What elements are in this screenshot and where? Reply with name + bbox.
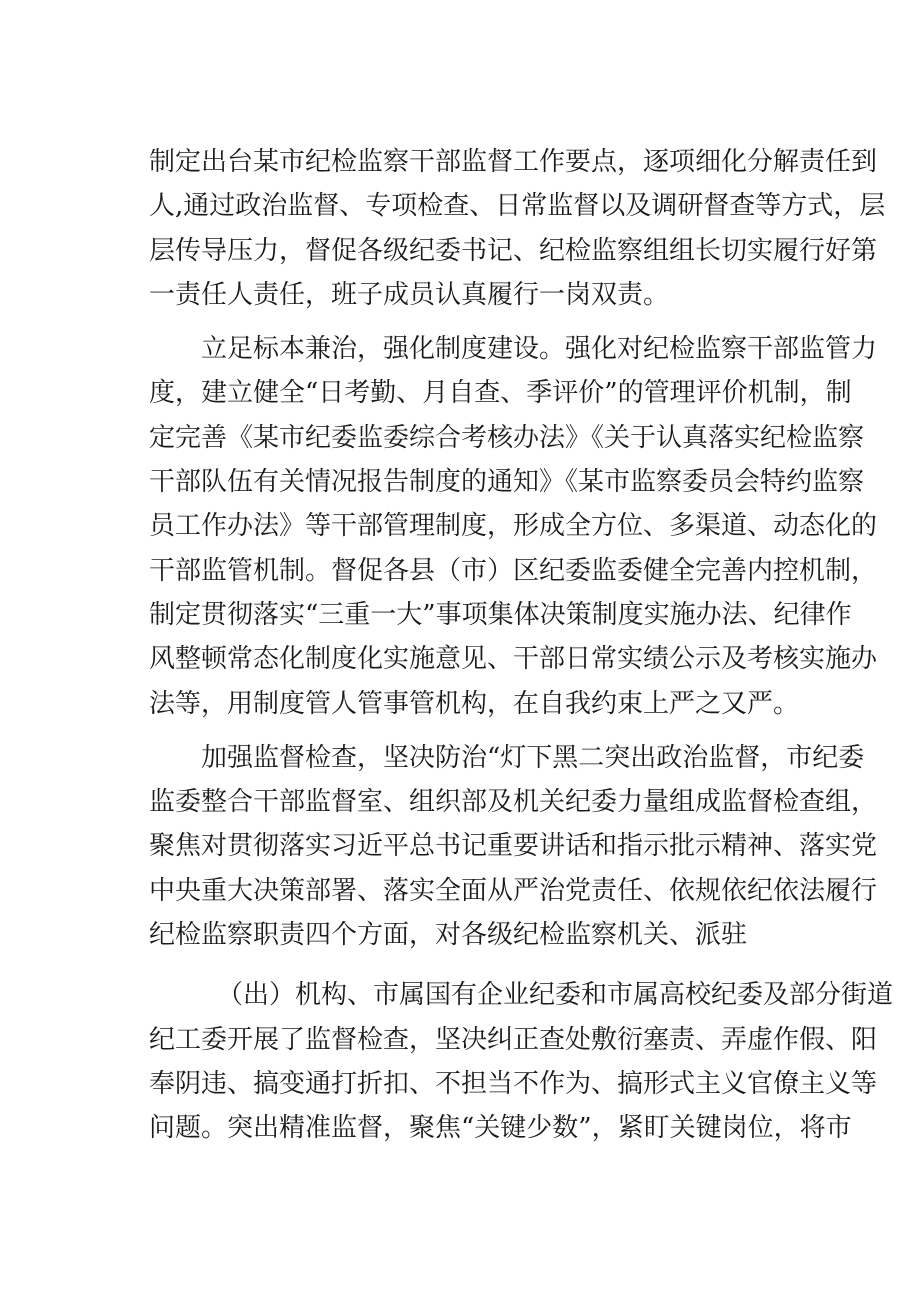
text-line: 监委整合干部监督室、组织部及机关纪委力量组成监督检查组，	[149, 787, 878, 818]
paragraph-supervision-inspection	[149, 736, 878, 957]
text-line: 定完善《某市纪委监委综合考核办法》《关于认真落实纪检监察	[149, 422, 865, 453]
text-line: 制定贯彻落实“三重一大”事项集体决策制度实施办法、纪律作	[149, 599, 852, 630]
text-line: 员工作办法》等干部管理制度，形成全方位、多渠道、动态化的	[149, 511, 878, 542]
text-line: 干部队伍有关情况报告制度的通知》《某市监察委员会特约监察	[149, 467, 865, 498]
text-line: 中央重大决策部署、落实全面从严治党责任、依规依纪依法履行	[149, 875, 878, 906]
text-line: 聚焦对贯彻落实习近平总书记重要讲话和指示批示精神、落实党	[149, 831, 878, 862]
text-line: 加强监督检查，坚决防治“灯下黑二突出政治监督，市纪委	[201, 742, 865, 773]
text-line: 风整顿常态化制度化实施意见、干部日常实绩公示及考核实施办	[149, 644, 878, 675]
text-line: 纪检监察职责四个方面，对各级纪检监察机关、派驻	[149, 920, 748, 951]
text-line: 制定出台某市纪检监察干部监督工作要点，逐项细化分解责任到	[149, 147, 878, 177]
paragraph-responsibility	[149, 140, 886, 317]
text-line: 问题。突出精准监督，聚焦“关键少数”，紧盯关键岗位，将市	[149, 1113, 852, 1144]
document-body	[149, 140, 894, 1151]
text-line: 干部监管机制。督促各县（市）区纪委监委健全完善内控机制，	[149, 555, 878, 586]
text-line: 一责任人责任，班子成员认真履行一岗双责。	[149, 279, 670, 310]
text-line: 度，建立健全“日考勤、月自查、季评价”的管理评价机制，制	[149, 378, 852, 409]
paragraph-system-building	[149, 327, 878, 726]
text-line: 奉阴违、搞变通打折扣、不担当不作为、搞形式主义官僚主义等	[149, 1068, 878, 1099]
text-line: 人,通过政治监督、专项检查、日常监督以及调研督查等方式，层	[149, 191, 886, 222]
text-line: 法等，用制度管人管事管机构，在自我约束上严之又严。	[149, 688, 800, 719]
paragraph-inspection-targets	[149, 973, 894, 1150]
text-line: 层传导压力，督促各级纪委书记、纪检监察组组长切实履行好第	[149, 235, 878, 266]
text-line: 纪工委开展了监督检查，坚决纠正查处敷衍塞责、弄虚作假、阳	[149, 1024, 878, 1055]
text-line: 立足标本兼治，强化制度建设。强化对纪检监察干部监管力	[201, 334, 878, 365]
text-line: （出）机构、市属国有企业纪委和市属高校纪委及部分街道	[217, 980, 894, 1011]
